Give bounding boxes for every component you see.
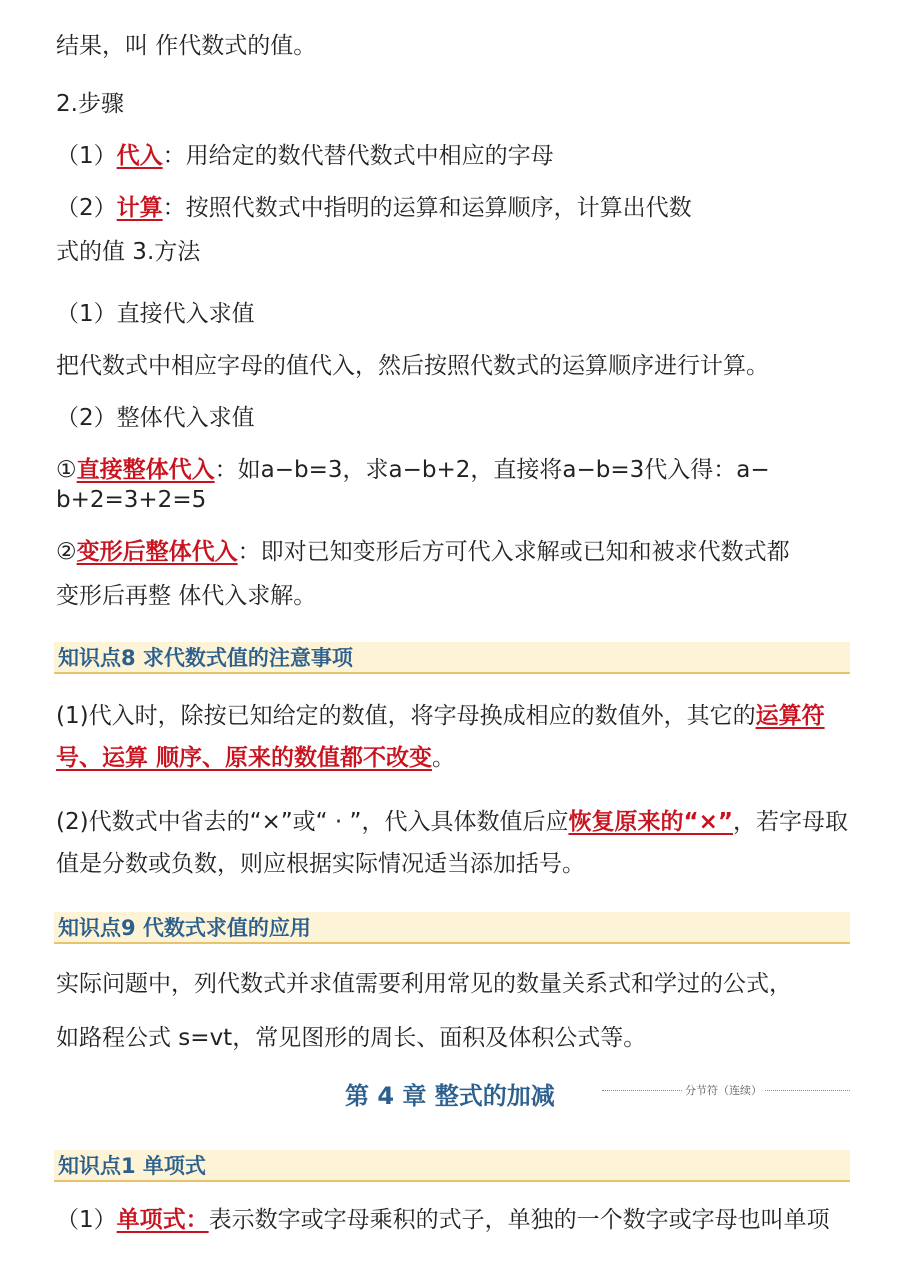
- method-2b-continued: 变形后再整 体代入求解。: [56, 583, 317, 609]
- method-2b: [56, 536, 790, 568]
- note-1-keyword: 运算符: [755, 703, 825, 729]
- note-2-keyword: 恢复原来的“×”: [568, 809, 733, 835]
- method-2a-marker: ①: [56, 457, 77, 483]
- method-1-text: 把代数式中相应字母的值代入，然后按照代数式的运算顺序进行计算。: [56, 353, 769, 379]
- method-2-heading: （2）整体代入求值: [56, 405, 255, 431]
- note-2-text-after: ，若字母取: [732, 809, 848, 835]
- method-2b-keyword: 变形后整体代入: [76, 539, 238, 565]
- step-2-text: ：按照代数式中指明的运算和运算顺序，计算出代数: [162, 195, 692, 221]
- step-1: [56, 140, 554, 172]
- note-1-end: 。: [432, 745, 456, 771]
- section-heading-1: 知识点1 单项式: [54, 1150, 850, 1182]
- text-line: 式的值 3.方法: [56, 239, 201, 265]
- step-1-text: ：用给定的数代替代数式中相应的字母: [162, 143, 554, 169]
- section-heading-8: 知识点8 求代数式值的注意事项: [54, 642, 850, 674]
- step-2-keyword: 计算: [116, 195, 163, 221]
- chapter-title: 第 4 章 整式的加减: [345, 1082, 555, 1110]
- step-2: [56, 192, 692, 224]
- step-1-keyword: 代入: [116, 143, 163, 169]
- note-1: [56, 700, 825, 732]
- step-1-number: （1）: [56, 143, 117, 169]
- note-1-keyword-continued: 号、运算 顺序、原来的数值都不改变: [56, 745, 433, 771]
- note-1-continued: [56, 742, 455, 774]
- application-text-continued: 如路程公式 s=vt，常见图形的周长、面积及体积公式等。: [56, 1025, 647, 1051]
- steps-heading: 2.步骤: [56, 91, 124, 117]
- text-line: 结果，叫 作代数式的值。: [56, 33, 317, 59]
- monomial-number: （1）: [56, 1207, 117, 1233]
- method-2a-text: ：如a−b=3，求a−b+2，直接将a−b=3代入得：a−: [214, 457, 770, 483]
- monomial-text: 表示数字或字母乘积的式子，单独的一个数字或字母也叫单项: [208, 1207, 830, 1233]
- application-text: 实际问题中，列代数式并求值需要利用常见的数量关系式和学过的公式，: [56, 971, 792, 997]
- section-heading-9: 知识点9 代数式求值的应用: [54, 912, 850, 944]
- monomial-keyword: 单项式：: [116, 1207, 209, 1233]
- method-2a-keyword: 直接整体代入: [76, 457, 215, 483]
- section-break-label: 分节符（连续）: [682, 1085, 765, 1097]
- note-2: [56, 806, 848, 838]
- step-2-number: （2）: [56, 195, 117, 221]
- method-2a-continued: b+2=3+2=5: [56, 487, 207, 513]
- method-2b-marker: ②: [56, 539, 77, 565]
- note-2-continued: 值是分数或负数，则应根据实际情况适当添加括号。: [56, 851, 585, 877]
- method-2a: [56, 454, 770, 486]
- monomial-definition: [56, 1204, 830, 1236]
- method-2b-text: ：即对已知变形后方可代入求解或已知和被求代数式都: [237, 539, 790, 565]
- method-1-heading: （1）直接代入求值: [56, 301, 255, 327]
- note-2-text: (2)代数式中省去的“×”或“ · ”，代入具体数值后应: [56, 809, 569, 835]
- note-1-text: (1)代入时，除按已知给定的数值，将字母换成相应的数值外，其它的: [56, 703, 756, 729]
